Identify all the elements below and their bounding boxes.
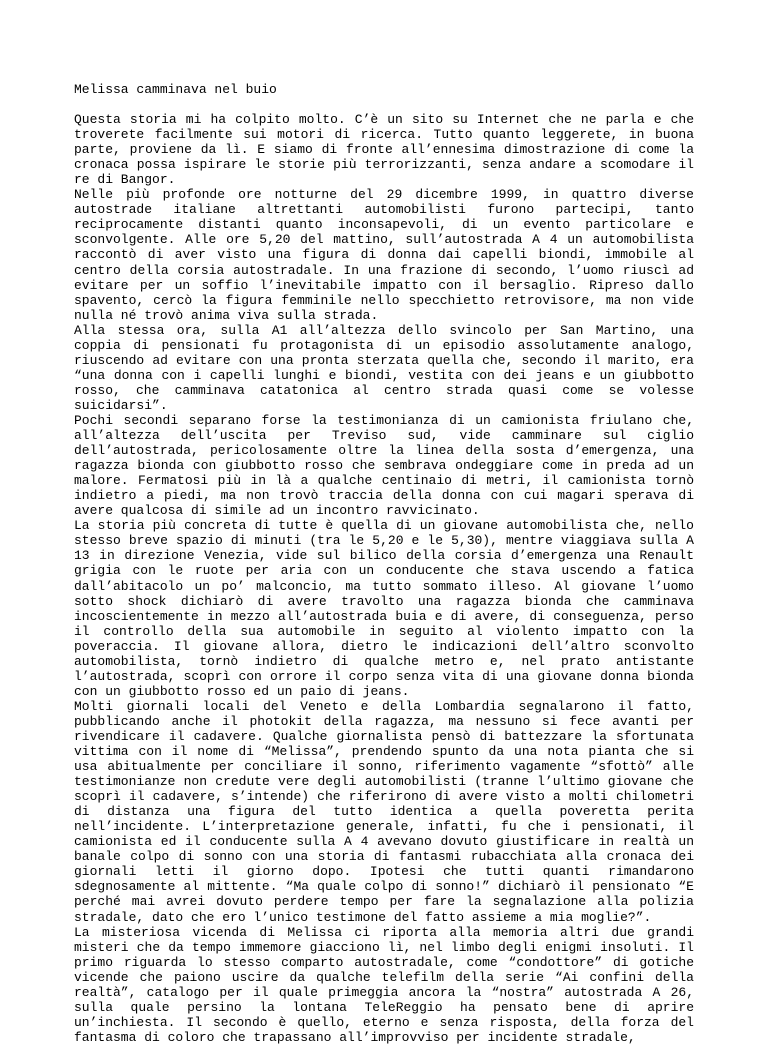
paragraph: Alla stessa ora, sulla A1 all’altezza dello svincolo per San Martino, una coppia di pensionati fu protagonista di un episodio assolutamente analogo, riuscendo ad evitare con una pronta sterzata quella che, secondo il marito, era “una donna con i capelli lunghi e biondi, vestita con dei jeans e un giubbotto rosso, che camminava catatonica al centro strada quasi come se volesse suicidarsi”.	[74, 322, 694, 413]
document-page	[74, 82, 694, 1045]
paragraph: La misteriosa vicenda di Melissa ci riporta alla memoria altri due grandi misteri che da tempo immemore giacciono lì, nel limbo degli enigmi insoluti. Il primo riguarda lo stesso comparto autostradale, come “condottore” di gotiche vicende che paiono uscire da qualche telefilm della serie “Ai confini della realtà”, catalogo per il quale primeggia ancora la “nostra” autostrada A 26, sulla quale persino la lontana TeleReggio ha pensato bene di aprire un’inchiesta. Il secondo è quello, eterno e senza risposta, della forza del fantasma di coloro che trapassano all’improvviso per incidente stradale,	[74, 924, 694, 1045]
document-title: Melissa camminava nel buio	[74, 82, 277, 97]
paragraph: Molti giornali locali del Veneto e della Lombardia segnalarono il fatto, pubblicando anche il photokit della ragazza, ma nessuno si fece avanti per rivendicare il cadavere. Qualche giornalista pensò di battezzare la sfortunata vittima con il nome di “Melissa”, prendendo spunto da una nota pianta che si usa abitualmente per conciliare il sonno, riferimento vagamente “sfottò” alle testimonianze non credute vere degli automobilisti (tranne l’ultimo giovane che scoprì il cadavere, s’intende) che riferirono di avere visto a molti chilometri di distanza una figura del tutto identica a quella poveretta perita nell’incidente. L’interpretazione generale, infatti, fu che i pensionati, il camionista ed il conducente sulla A 4 avevano dovuto giustificare in realtà un banale colpo di sonno con una storia di fantasmi rubacchiata alla cronaca dei giornali letti il giorno dopo. Ipotesi che tutti quanti rimandarono sdegnosamente al mittente. “Ma quale colpo di sonno!” dichiarò il pensionato “E perché mai avrei dovuto perdere tempo per fare la segnalazione alla polizia stradale, dato che ero l’unico testimone del fatto assieme a mia moglie?”.	[74, 698, 694, 925]
paragraph: Nelle più profonde ore notturne del 29 dicembre 1999, in quattro diverse autostrade italiane altrettanti automobilisti furono partecipi, tanto reciprocamente distanti quanto inconsapevoli, di un evento particolare e sconvolgente. Alle ore 5,20 del mattino, sull’autostrada A 4 un automobilista raccontò di aver visto una figura di donna dai capelli biondi, immobile al centro della corsia autostradale. In una frazione di secondo, l’uomo riuscì ad evitare per un soffio l’inevitabile impatto con il bersaglio. Ripreso dallo spavento, cercò la figura femminile nello specchietto retrovisore, ma non vide nulla né trovò anima viva sulla strada.	[74, 187, 694, 323]
paragraph: La storia più concreta di tutte è quella di un giovane automobilista che, nello stesso breve spazio di minuti (tra le 5,20 e le 5,30), mentre viaggiava sulla A 13 in direzione Venezia, vide sul bilico della corsia d’emergenza una Renault grigia con le ruote per aria con un conducente che stava uscendo a fatica dall’abitacolo un po’ malconcio, ma tutto sommato illeso. Al giovane l’uomo sotto shock dichiarò di avere travolto una ragazza bionda che camminava incoscientemente in mezzo all’autostrada buia e di avere, di conseguenza, perso il controllo della sua automobile in seguito al violento impatto con la poveraccia. Il giovane allora, dietro le indicazioni dell’altro sconvolto automobilista, tornò indietro di qualche metro e, nel prato antistante l’autostrada, scoprì con orrore il corpo senza vita di una giovane donna bionda con un giubbotto rosso ed un paio di jeans.	[74, 518, 694, 699]
paragraph: Pochi secondi separano forse la testimonianza di un camionista friulano che, all’altezza dell’uscita per Treviso sud, vide camminare sul ciglio dell’autostrada, pericolosamente oltre la linea della sosta d’emergenza, una ragazza bionda con giubbotto rosso che sembrava ondeggiare come in preda ad un malore. Fermatosi più in là a qualche centinaio di metri, il camionista tornò indietro a piedi, ma non trovò traccia della donna con cui magari sperava di avere qualcosa di simile ad un incontro ravvicinato.	[74, 412, 694, 519]
paragraph: Questa storia mi ha colpito molto. C’è un sito su Internet che ne parla e che troverete facilmente sui motori di ricerca. Tutto quanto leggerete, in buona parte, proviene da lì. E siamo di fronte all’ennesima dimostrazione di come la cronaca possa ispirare le storie più terrorizzanti, senza andare a scomodare il re di Bangor.	[74, 112, 694, 188]
